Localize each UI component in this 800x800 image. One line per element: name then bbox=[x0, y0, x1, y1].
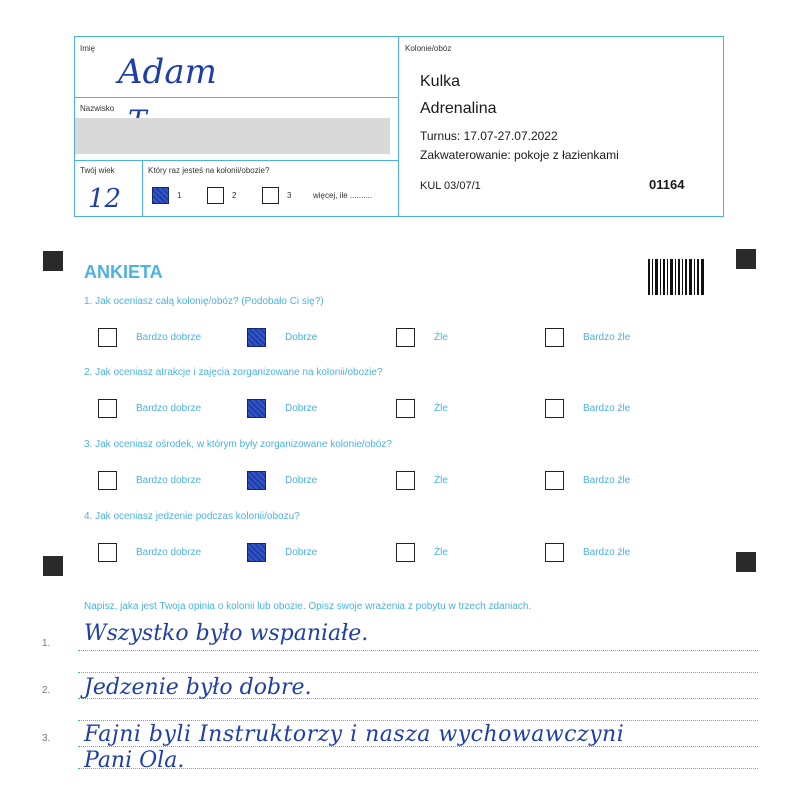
question-1-option-2: Dobrze bbox=[285, 332, 318, 343]
name-value[interactable]: Adam bbox=[118, 52, 217, 92]
camp-name-2: Adrenalina bbox=[420, 100, 497, 117]
opinion-answer-2[interactable]: Jedzenie było dobre. bbox=[84, 675, 312, 700]
question-1-checkbox-2[interactable] bbox=[247, 328, 266, 347]
registration-marker-bottom-right bbox=[736, 552, 756, 572]
question-4-option-3: Źle bbox=[434, 547, 448, 558]
question-2-option-1: Bardzo dobrze bbox=[136, 403, 202, 414]
registration-marker-top-right bbox=[736, 249, 756, 269]
question-4-option-2: Dobrze bbox=[285, 547, 318, 558]
line-number-3: 3. bbox=[42, 733, 51, 744]
line-number-2: 2. bbox=[42, 685, 51, 696]
question-2-checkbox-3[interactable] bbox=[396, 399, 415, 418]
question-3-checkbox-4[interactable] bbox=[545, 471, 564, 490]
header-divider-vertical bbox=[398, 36, 399, 217]
times-option-2: 2 bbox=[232, 191, 237, 200]
question-1-option-3: Źle bbox=[434, 332, 448, 343]
question-4-option-1: Bardzo dobrze bbox=[136, 547, 202, 558]
question-2-option-2: Dobrze bbox=[285, 403, 318, 414]
question-3-option-2: Dobrze bbox=[285, 475, 318, 486]
times-checkbox-3[interactable] bbox=[262, 187, 279, 204]
question-1-option-1: Bardzo dobrze bbox=[136, 332, 202, 343]
name-label: Imię bbox=[80, 44, 96, 53]
age-value[interactable]: 12 bbox=[88, 184, 122, 214]
times-option-3: 3 bbox=[287, 191, 292, 200]
registration-marker-bottom-left bbox=[43, 556, 63, 576]
camp-label: Kolonie/obóz bbox=[405, 44, 452, 53]
question-4-checkbox-3[interactable] bbox=[396, 543, 415, 562]
opinion-line-1b bbox=[78, 672, 758, 673]
question-3-text: 3. Jak oceniasz ośrodek, w którym były zorganizowane kolonie/obóz? bbox=[84, 439, 392, 450]
times-more-label: więcej, ile .......... bbox=[313, 191, 373, 200]
accommodation-text: Zakwaterowanie: pokoje z łazienkami bbox=[420, 148, 619, 162]
header-divider-age bbox=[142, 160, 143, 217]
opinion-line-1a bbox=[78, 650, 758, 651]
question-3-option-4: Bardzo źle bbox=[583, 475, 631, 486]
turnus-text: Turnus: 17.07-27.07.2022 bbox=[420, 129, 558, 143]
question-1-text: 1. Jak oceniasz całą kolonię/obóz? (Podobało Ci się?) bbox=[84, 296, 324, 307]
question-1-checkbox-3[interactable] bbox=[396, 328, 415, 347]
question-2-option-3: Źle bbox=[434, 403, 448, 414]
question-3-option-1: Bardzo dobrze bbox=[136, 475, 202, 486]
camp-code: KUL 03/07/1 bbox=[420, 180, 481, 192]
opinion-answer-1[interactable]: Wszystko było wspaniałe. bbox=[84, 621, 369, 646]
header-divider-h2 bbox=[74, 160, 399, 161]
question-3-checkbox-3[interactable] bbox=[396, 471, 415, 490]
question-1-option-4: Bardzo źle bbox=[583, 332, 631, 343]
registration-marker-top-left bbox=[43, 251, 63, 271]
line-number-1: 1. bbox=[42, 638, 51, 649]
times-checkbox-1[interactable] bbox=[152, 187, 169, 204]
survey-title: ANKIETA bbox=[84, 262, 163, 282]
question-4-checkbox-1[interactable] bbox=[98, 543, 117, 562]
question-3-checkbox-1[interactable] bbox=[98, 471, 117, 490]
surname-label: Nazwisko bbox=[80, 104, 115, 113]
question-4-checkbox-4[interactable] bbox=[545, 543, 564, 562]
times-label: Który raz jesteś na kolonii/obozie? bbox=[148, 166, 270, 175]
surname-redaction bbox=[75, 118, 390, 154]
question-4-checkbox-2[interactable] bbox=[247, 543, 266, 562]
opinion-line-2b bbox=[78, 720, 758, 721]
opinion-answer-3[interactable]: Fajni byli Instruktorzy i nasza wychowawczyni bbox=[84, 722, 625, 747]
question-3-option-3: Źle bbox=[434, 475, 448, 486]
question-2-option-4: Bardzo źle bbox=[583, 403, 631, 414]
question-1-checkbox-4[interactable] bbox=[545, 328, 564, 347]
question-4-option-4: Bardzo źle bbox=[583, 547, 631, 558]
form-number: 01164 bbox=[649, 177, 685, 192]
times-checkbox-2[interactable] bbox=[207, 187, 224, 204]
question-2-checkbox-4[interactable] bbox=[545, 399, 564, 418]
times-option-1: 1 bbox=[177, 191, 182, 200]
question-2-text: 2. Jak oceniasz atrakcje i zajęcia zorganizowane na kolonii/obozie? bbox=[84, 367, 383, 378]
header-divider-h1 bbox=[74, 97, 399, 98]
opinion-prompt: Napisz, jaka jest Twoja opinia o kolonii lub obozie. Opisz swoje wrażenia z pobytu w trzech zdaniach. bbox=[84, 601, 532, 612]
barcode-icon bbox=[648, 259, 704, 295]
camp-name-1: Kulka bbox=[420, 73, 461, 90]
opinion-answer-3-cont[interactable]: Pani Ola. bbox=[84, 748, 185, 773]
age-label: Twój wiek bbox=[80, 166, 115, 175]
question-2-checkbox-2[interactable] bbox=[247, 399, 266, 418]
question-1-checkbox-1[interactable] bbox=[98, 328, 117, 347]
question-4-text: 4. Jak oceniasz jedzenie podczas kolonii/obozu? bbox=[84, 511, 300, 522]
question-2-checkbox-1[interactable] bbox=[98, 399, 117, 418]
question-3-checkbox-2[interactable] bbox=[247, 471, 266, 490]
